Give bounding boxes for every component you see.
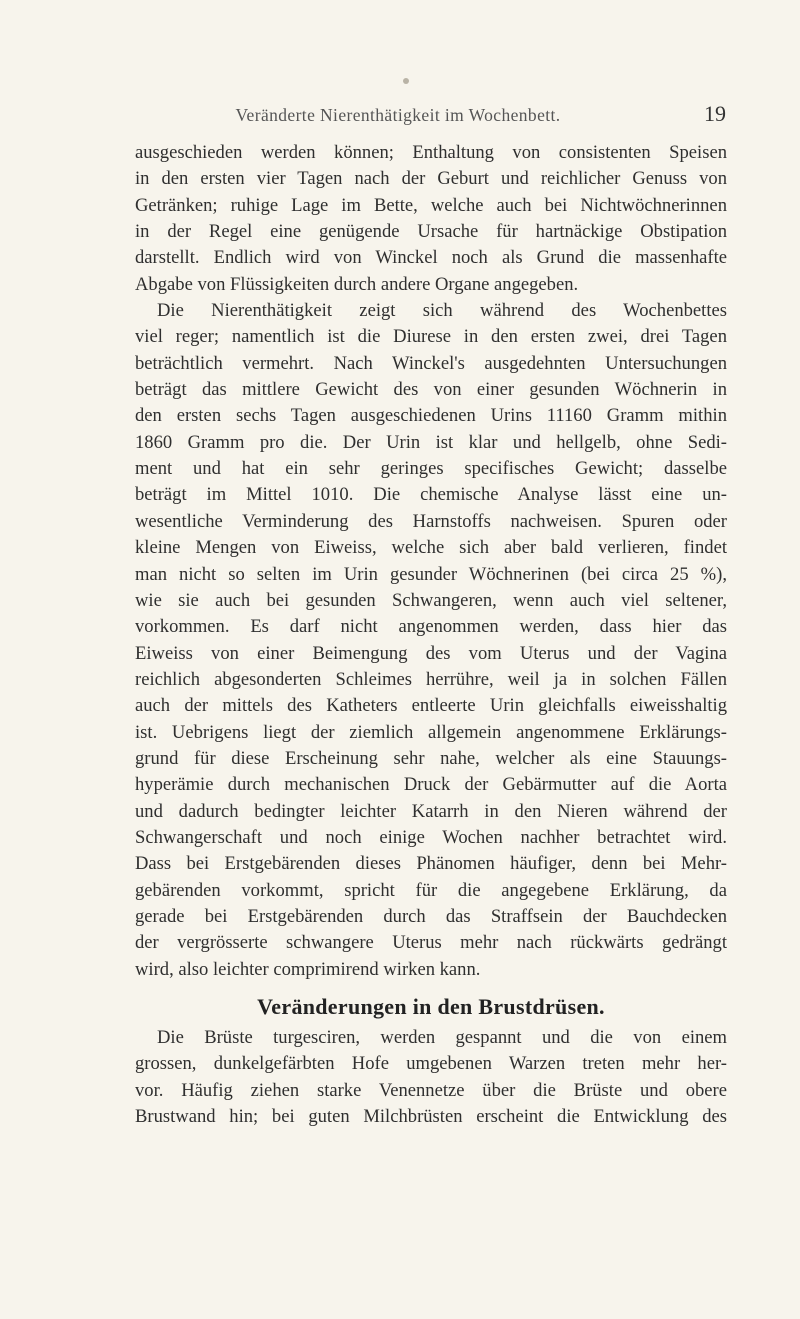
text-line: hyperämie durch mechanischen Druck der Gebärmutter auf die Aorta	[135, 774, 727, 796]
body-text	[135, 140, 727, 1130]
text-line: reichlich abgesonderten Schleimes herrühre, weil ja in solchen Fällen	[135, 668, 727, 690]
text-line: wird, also leichter comprimirend wirken kann.	[135, 958, 481, 980]
text-line: Brustwand hin; bei guten Milchbrüsten erscheint die Entwicklung des	[135, 1106, 727, 1128]
text-line: beträgt im Mittel 1010. Die chemische Analyse lässt eine un-	[135, 484, 727, 506]
text-line: kleine Mengen von Eiweiss, welche sich aber bald verlieren, findet	[135, 537, 727, 559]
text-line: Die Brüste turgesciren, werden gespannt und die von einem	[157, 1027, 727, 1048]
text-line: in der Regel eine genügende Ursache für hartnäckige Obstipation	[135, 221, 727, 243]
text-line: man nicht so selten im Urin gesunder Wöchnerinen (bei circa 25 %),	[135, 563, 727, 585]
text-line: Schwangerschaft und noch einige Wochen nachher betrachtet wird.	[135, 826, 727, 848]
text-line: auch der mittels des Katheters entleerte Urin gleichfalls eiweisshaltig	[135, 695, 727, 717]
text-line: in den ersten vier Tagen nach der Geburt und reichlicher Genuss von	[135, 168, 727, 190]
section-heading: Veränderungen in den Brustdrüsen.	[257, 994, 605, 1019]
text-line: vor. Häufig ziehen starke Venennetze über die Brüste und obere	[135, 1079, 727, 1101]
text-line: ment und hat ein sehr geringes specifisches Gewicht; dasselbe	[135, 458, 727, 480]
text-line: ist. Uebrigens liegt der ziemlich allgemein angenommene Erklärungs-	[135, 721, 727, 743]
text-line: wie sie auch bei gesunden Schwangeren, wenn auch viel seltener,	[135, 589, 727, 611]
text-line: vorkommen. Es darf nicht angenommen werden, dass hier das	[135, 616, 727, 638]
text-line: Dass bei Erstgebärenden dieses Phänomen häufiger, denn bei Mehr-	[135, 853, 727, 875]
text-line: den ersten sechs Tagen ausgeschiedenen Urins 11160 Gramm mithin	[135, 405, 727, 427]
text-line: grund für diese Erscheinung sehr nahe, welcher als eine Stauungs-	[135, 747, 727, 769]
text-line: gebärenden vorkommt, spricht für die angegebene Erklärung, da	[135, 879, 727, 901]
paper-speck	[403, 78, 409, 84]
text-line: 1860 Gramm pro die. Der Urin ist klar und hellgelb, ohne Sedi-	[135, 431, 727, 453]
text-line: Eiweiss von einer Beimengung des vom Uterus und der Vagina	[135, 642, 727, 664]
paragraph-3	[135, 1025, 727, 1130]
paragraph-2	[135, 298, 727, 983]
text-line: darstellt. Endlich wird von Winckel noch als Grund die massenhafte	[135, 247, 727, 269]
text-line: gerade bei Erstgebärenden durch das Straffsein der Bauchdecken	[135, 905, 727, 927]
paragraph-1	[135, 140, 727, 298]
page-number: 19	[704, 101, 726, 126]
text-line: ausgeschieden werden können; Enthaltung von consistenten Speisen	[135, 142, 727, 163]
text-line: beträchtlich vermehrt. Nach Winckel's ausgedehnten Untersuchungen	[135, 352, 727, 374]
text-line: Getränken; ruhige Lage im Bette, welche auch bei Nichtwöchnerinnen	[135, 194, 727, 216]
text-line: und dadurch bedingter leichter Katarrh in den Nieren während der	[135, 800, 727, 822]
text-line: wesentliche Verminderung des Harnstoffs nachweisen. Spuren oder	[135, 510, 727, 532]
text-line: viel reger; namentlich ist die Diurese in den ersten zwei, drei Tagen	[135, 326, 727, 348]
text-line: Die Nierenthätigkeit zeigt sich während des Wochenbettes	[157, 300, 727, 322]
text-line: Abgabe von Flüssigkeiten durch andere Organe angegeben.	[135, 273, 579, 295]
text-line: beträgt das mittlere Gewicht des von einer gesunden Wöchnerin in	[135, 379, 727, 401]
text-line: grossen, dunkelgefärbten Hofe umgebenen Warzen treten mehr her-	[135, 1053, 727, 1075]
text-line: der vergrösserte schwangere Uterus mehr nach rückwärts gedrängt	[135, 932, 727, 954]
running-title: Veränderte Nierenthätigkeit im Wochenbett.	[235, 105, 561, 125]
running-head	[130, 101, 726, 129]
